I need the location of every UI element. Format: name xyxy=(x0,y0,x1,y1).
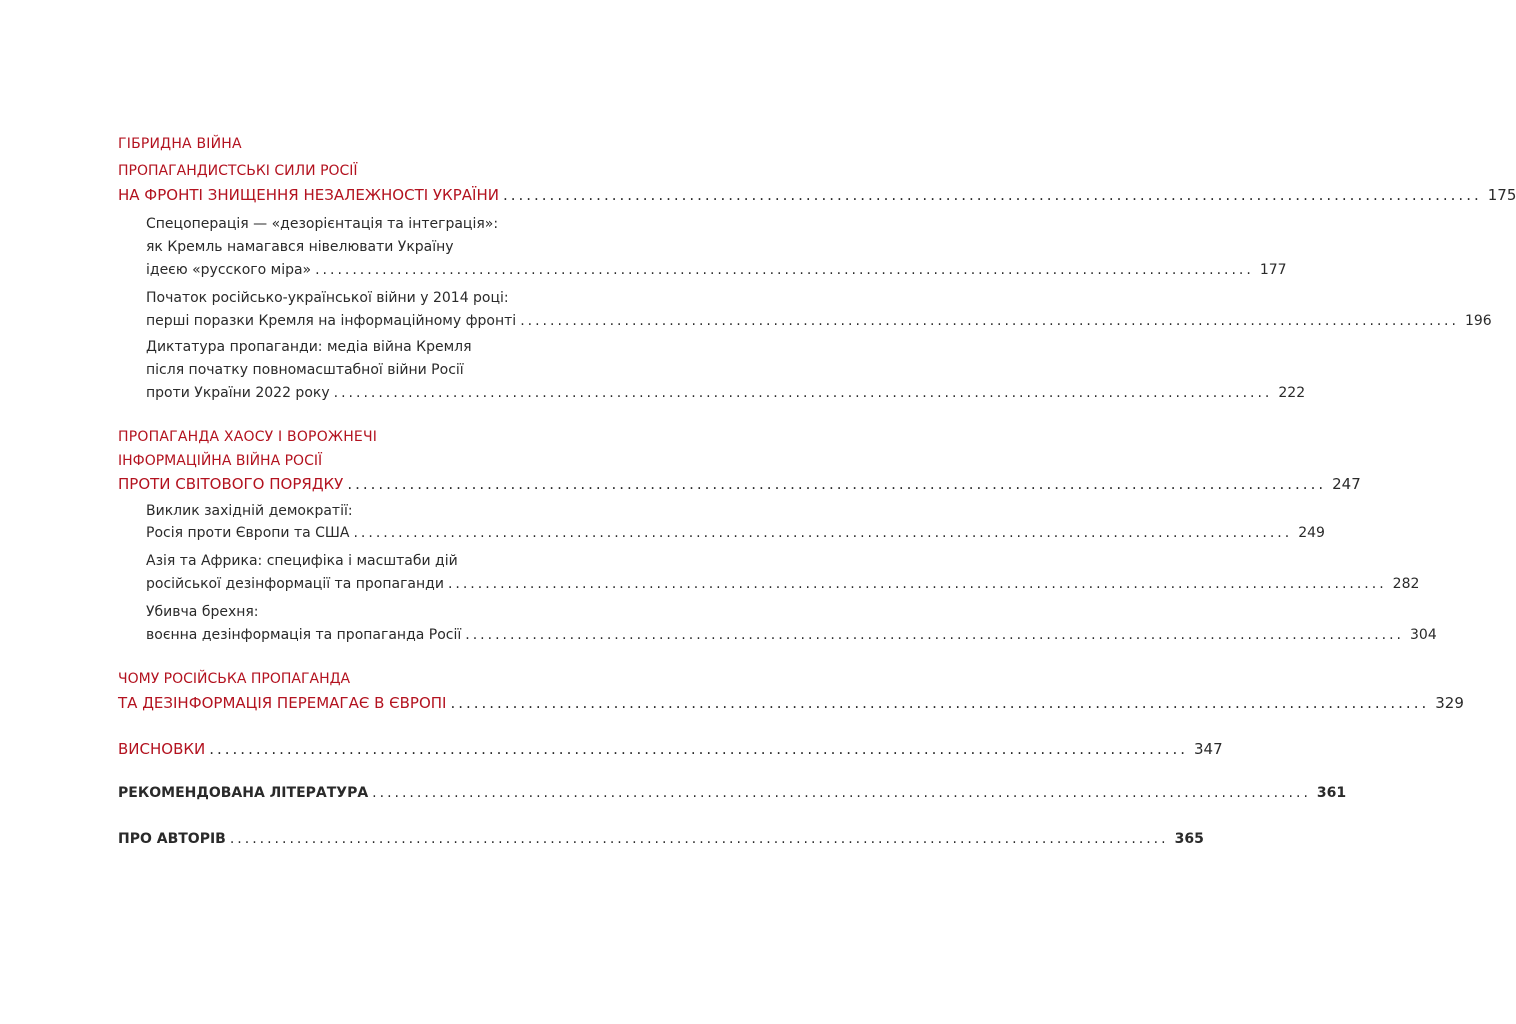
entry-line: Убивча брехня: xyxy=(146,604,259,620)
dot-leader: .............................................................................................................................. xyxy=(209,740,1189,758)
section-subtitle: ПРОПАГАНДИСТСЬКІ СИЛИ РОСІЇ xyxy=(118,163,358,179)
toc-line[interactable] xyxy=(146,259,1287,281)
section-subtitle: ПРОТИ СВІТОВОГО ПОРЯДКУ xyxy=(118,475,344,493)
entry-line: Спецоперація — «дезорієнтація та інтеграція»: xyxy=(146,216,499,232)
toc-line[interactable] xyxy=(118,183,1516,207)
toc-line[interactable] xyxy=(118,472,1361,496)
entry-line: Росія проти Європи та США xyxy=(146,525,350,541)
dot-leader: .............................................................................................................................. xyxy=(450,694,1430,712)
entry-line: російської дезінформації та пропаганди xyxy=(146,576,444,592)
page-number: 365 xyxy=(1174,831,1204,847)
page-number: 347 xyxy=(1194,740,1223,758)
toc-line[interactable] xyxy=(118,828,1204,850)
toc-line[interactable] xyxy=(118,782,1347,804)
page-number: 304 xyxy=(1410,627,1437,643)
dot-leader: .............................................................................................................................. xyxy=(229,831,1169,847)
entry-line: Виклик західній демократії: xyxy=(146,503,353,519)
entry-line: після початку повномасштабної війни Росії xyxy=(146,362,464,378)
chapter-title: ТА ДЕЗІНФОРМАЦІЯ ПЕРЕМАГАЄ В ЄВРОПІ xyxy=(118,694,447,712)
dot-leader: .............................................................................................................................. xyxy=(347,475,1327,493)
page-number: 247 xyxy=(1332,475,1361,493)
dot-leader: .............................................................................................................................. xyxy=(315,262,1254,278)
page-number: 282 xyxy=(1392,576,1420,592)
toc-line[interactable] xyxy=(146,382,1306,404)
entry-line: Азія та Африка: специфіка і масштаби дій xyxy=(146,553,458,569)
dot-leader: .............................................................................................................................. xyxy=(520,313,1459,329)
entry-line: перші поразки Кремля на інформаційному фронті xyxy=(146,313,517,329)
toc-line[interactable] xyxy=(146,310,1492,332)
page-number: 196 xyxy=(1464,313,1492,329)
section-subtitle: ІНФОРМАЦІЙНА ВІЙНА РОСІЇ xyxy=(118,453,323,469)
entry-line: Початок російсько-української війни у 2014 році: xyxy=(146,290,509,306)
entry-line: ідеєю «русского міра» xyxy=(146,262,312,278)
entry-line: воєнна дезінформація та пропаганда Росії xyxy=(146,627,462,643)
toc-line[interactable] xyxy=(146,573,1420,595)
page-number: 177 xyxy=(1259,262,1287,278)
page-number: 175 xyxy=(1487,186,1516,204)
dot-leader: .............................................................................................................................. xyxy=(333,385,1273,401)
section-title: ГІБРИДНА ВІЙНА xyxy=(118,136,242,152)
entry-line: проти України 2022 року xyxy=(146,385,330,401)
dot-leader: .............................................................................................................................. xyxy=(447,576,1387,592)
chapter-title: ПРО АВТОРІВ xyxy=(118,831,226,847)
dot-leader: .............................................................................................................................. xyxy=(353,525,1293,541)
section-subtitle: НА ФРОНТІ ЗНИЩЕННЯ НЕЗАЛЕЖНОСТІ УКРАЇНИ xyxy=(118,186,499,204)
chapter-title: РЕКОМЕНДОВАНА ЛІТЕРАТУРА xyxy=(118,785,369,801)
toc-line[interactable] xyxy=(118,691,1464,715)
entry-line: Диктатура пропаганди: медіа війна Кремля xyxy=(146,339,472,355)
toc-line[interactable] xyxy=(146,624,1437,646)
toc-line[interactable] xyxy=(146,522,1325,544)
dot-leader: .............................................................................................................................. xyxy=(465,627,1405,643)
dot-leader: .............................................................................................................................. xyxy=(502,186,1482,204)
page-number: 329 xyxy=(1435,694,1464,712)
chapter-title: ВИСНОВКИ xyxy=(118,740,206,758)
page-number: 249 xyxy=(1298,525,1325,541)
entry-line: як Кремль намагався нівелювати Україну xyxy=(146,239,454,255)
toc-line[interactable] xyxy=(118,737,1223,761)
dot-leader: .............................................................................................................................. xyxy=(372,785,1311,801)
page-number: 222 xyxy=(1278,385,1306,401)
chapter-title: ЧОМУ РОСІЙСЬКА ПРОПАГАНДА xyxy=(118,671,351,687)
page-number: 361 xyxy=(1316,785,1347,801)
section-title: ПРОПАГАНДА ХАОСУ І ВОРОЖНЕЧІ xyxy=(118,429,378,445)
